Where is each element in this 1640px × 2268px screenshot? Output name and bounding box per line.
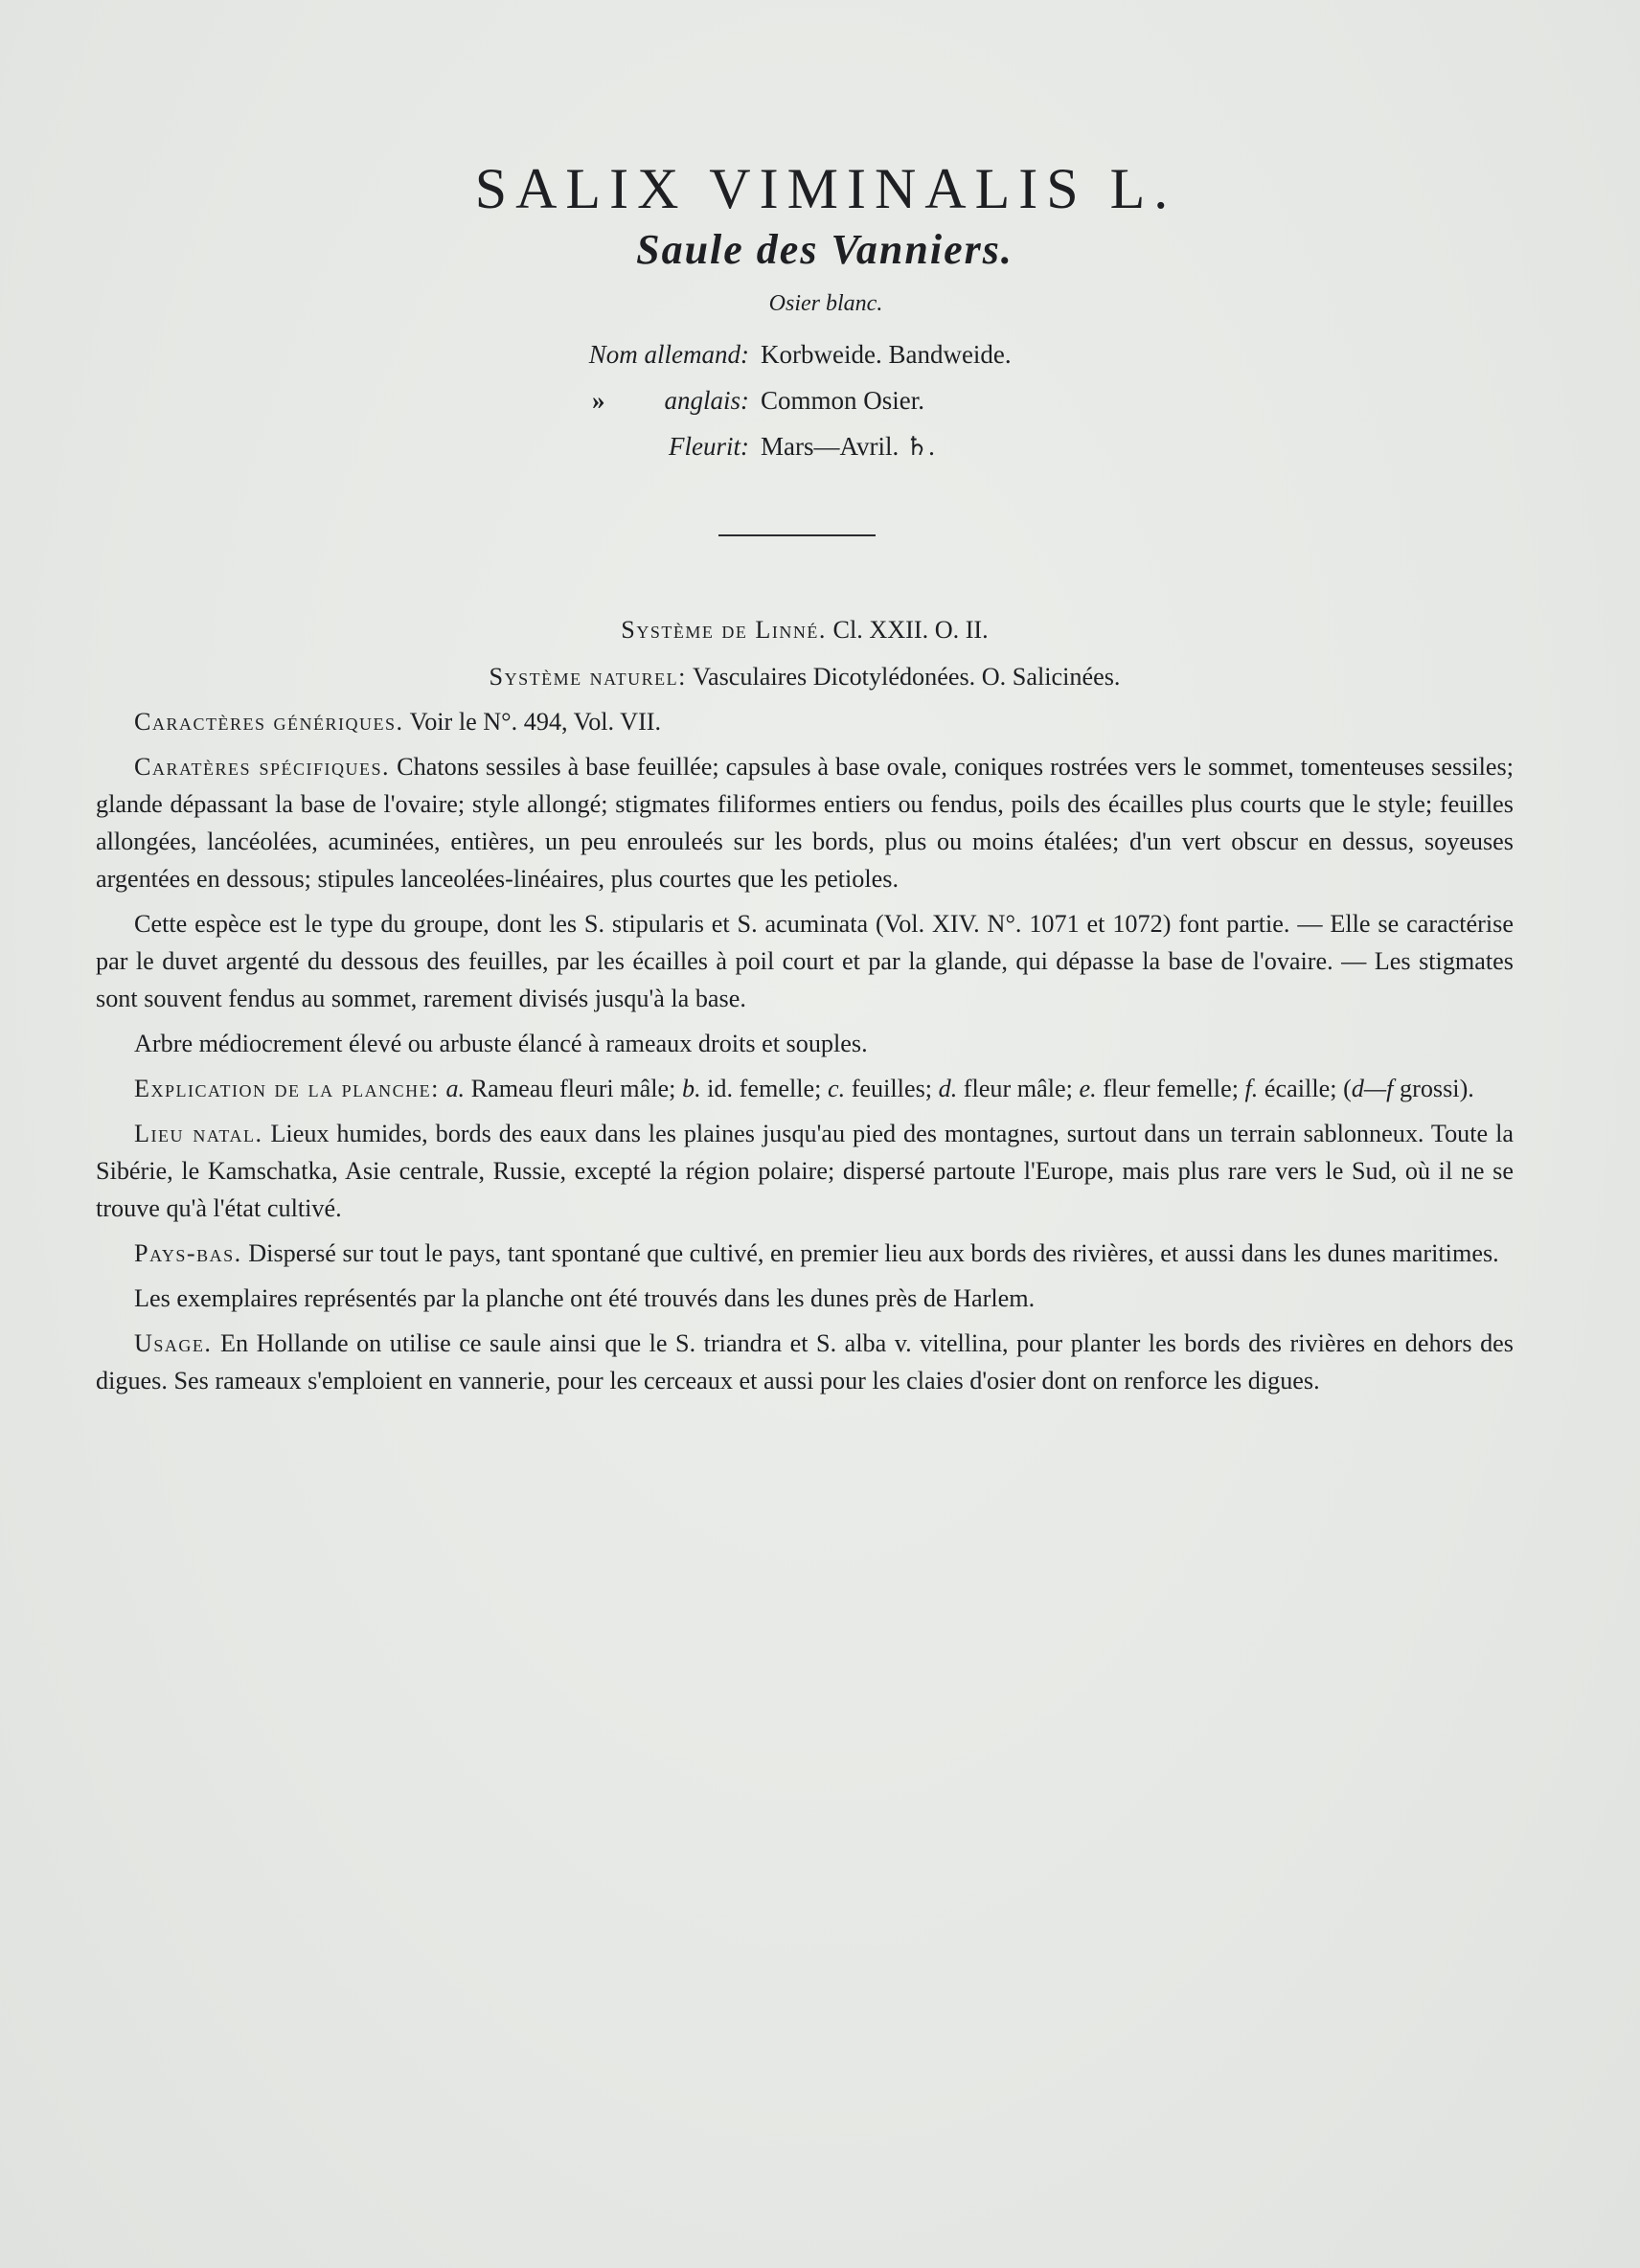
specifiques-text: Chatons sessiles à base feuillée; capsules à base ovale, coniques rostrées vers le sommet, tomenteuses sessiles; glande dépassant la base de l'ovaire; style allongé; stigmates filiformes entiers ou fendus, poils des écailles plus courts que le style; feuilles allongées, lancéolées, acuminées, entières, un peu enrouleés sur les bords, plus ou moins étalées; d'un vert obscur en dessus, soyeuses argentées en dessous; stipules lanceolées-linéaires, plus courtes que les petioles.	[96, 753, 1514, 893]
description-body	[96, 607, 1514, 1407]
plate-text-d: fleur mâle;	[963, 1075, 1073, 1102]
native-habitat	[96, 1115, 1514, 1227]
name-row-flowering	[536, 423, 1207, 469]
usage-text: En Hollande on utilise ce saule ainsi que le S. triandra et S. alba v. vitellina, pour planter les bords des rivières en dehors des digues. Ses rameaux s'emploient en vannerie, pour les cerceaux et aussi pour les claies d'osier dont on renforce les digues.	[96, 1329, 1514, 1395]
plate-text-e: fleur femelle;	[1103, 1075, 1239, 1102]
generic-characters	[96, 703, 1514, 740]
netherlands-distribution	[96, 1235, 1514, 1272]
plate-range: d—f	[1351, 1075, 1394, 1102]
plate-key-f: f.	[1244, 1075, 1259, 1102]
linne-value: Cl. XXII. O. II.	[832, 616, 989, 644]
common-name: Saule des Vanniers.	[636, 226, 1014, 273]
generiques-label: Caractères génériques.	[134, 708, 404, 736]
generiques-value: Voir le N°. 494, Vol. VII.	[409, 708, 662, 736]
plate-key-e: e.	[1079, 1075, 1097, 1102]
specifiques-label: Caratères spécifiques.	[134, 753, 391, 781]
plate-text-f: écaille;	[1264, 1075, 1337, 1102]
plate-text-b: id. femelle;	[707, 1075, 822, 1102]
plate-text-a: Rameau fleuri mâle;	[470, 1075, 676, 1102]
lieu-label: Lieu natal.	[134, 1120, 263, 1147]
specific-characters	[96, 748, 1514, 897]
plate-key-d: d.	[938, 1075, 958, 1102]
plate-key-c: c.	[827, 1075, 846, 1102]
tree-paragraph: Arbre médiocrement élevé ou arbuste élancé à rameaux droits et souples.	[134, 1030, 868, 1057]
pays-text: Dispersé sur tout le pays, tant spontané que cultivé, en premier lieu aux bords des rivières, et aussi dans les dunes maritimes.	[248, 1239, 1499, 1267]
name-value: Korbweide. Bandweide.	[761, 340, 1012, 369]
explication-label: Explication de la planche:	[134, 1075, 440, 1102]
type-paragraph: Cette espèce est le type du groupe, dont les S. stipularis et S. acuminata (Vol. XIV. N°. 1071 et 1072) font partie. — Elle se caractérise par le duvet argenté du dessous des feuilles, par les écailles à poil court et par la glande, qui dépasse la base de l'ovaire. — Les stigmates sont souvent fendus au sommet, rarement divisés jusqu'à la base.	[96, 910, 1514, 1012]
natural-system	[96, 658, 1514, 695]
name-row-german	[536, 331, 1207, 377]
vernacular-names	[536, 331, 1207, 469]
plate-open-paren: (	[1343, 1075, 1352, 1102]
specimens-paragraph: Les exemplaires représentés par la planche ont été trouvés dans les dunes près de Harlem.	[134, 1284, 1036, 1312]
header	[0, 153, 1640, 320]
naturel-value: Vasculaires Dicotylédonées. O. Salicinées.	[692, 663, 1121, 691]
ditto-mark: »	[592, 386, 605, 415]
naturel-label: Système naturel:	[489, 663, 687, 691]
usage-label: Usage.	[134, 1329, 213, 1357]
plate-explanation	[96, 1070, 1514, 1107]
plate-text-c: feuilles;	[851, 1075, 933, 1102]
plate-key-a: a.	[445, 1075, 466, 1102]
divider	[718, 534, 876, 536]
usage	[96, 1325, 1514, 1399]
name-label: anglais:	[664, 386, 749, 415]
lieu-text: Lieux humides, bords des eaux dans les plaines jusqu'au pied des montagnes, surtout dans un terrain sablonneux. Toute la Sibérie, le Kamschatka, Asie centrale, Russie, excepté la région polaire; dispersé partoute l'Europe, mais plus rare vers le Sud, où il ne se trouve qu'à l'état cultivé.	[96, 1120, 1514, 1222]
name-row-english	[536, 377, 1207, 423]
pays-label: Pays-bas.	[134, 1239, 242, 1267]
plate-key-b: b.	[681, 1075, 701, 1102]
linne-label: Système de Linné.	[621, 616, 827, 644]
name-value: Mars—Avril. ♄.	[761, 432, 935, 461]
synonym: Osier blanc.	[768, 291, 883, 316]
name-value: Common Osier.	[761, 386, 925, 415]
page-title: SALIX VIMINALIS L.	[474, 157, 1177, 220]
name-label: Fleurit:	[669, 432, 749, 461]
linne-system	[96, 611, 1514, 648]
name-label: Nom allemand:	[588, 340, 749, 369]
plate-tail: grossi).	[1400, 1075, 1474, 1102]
